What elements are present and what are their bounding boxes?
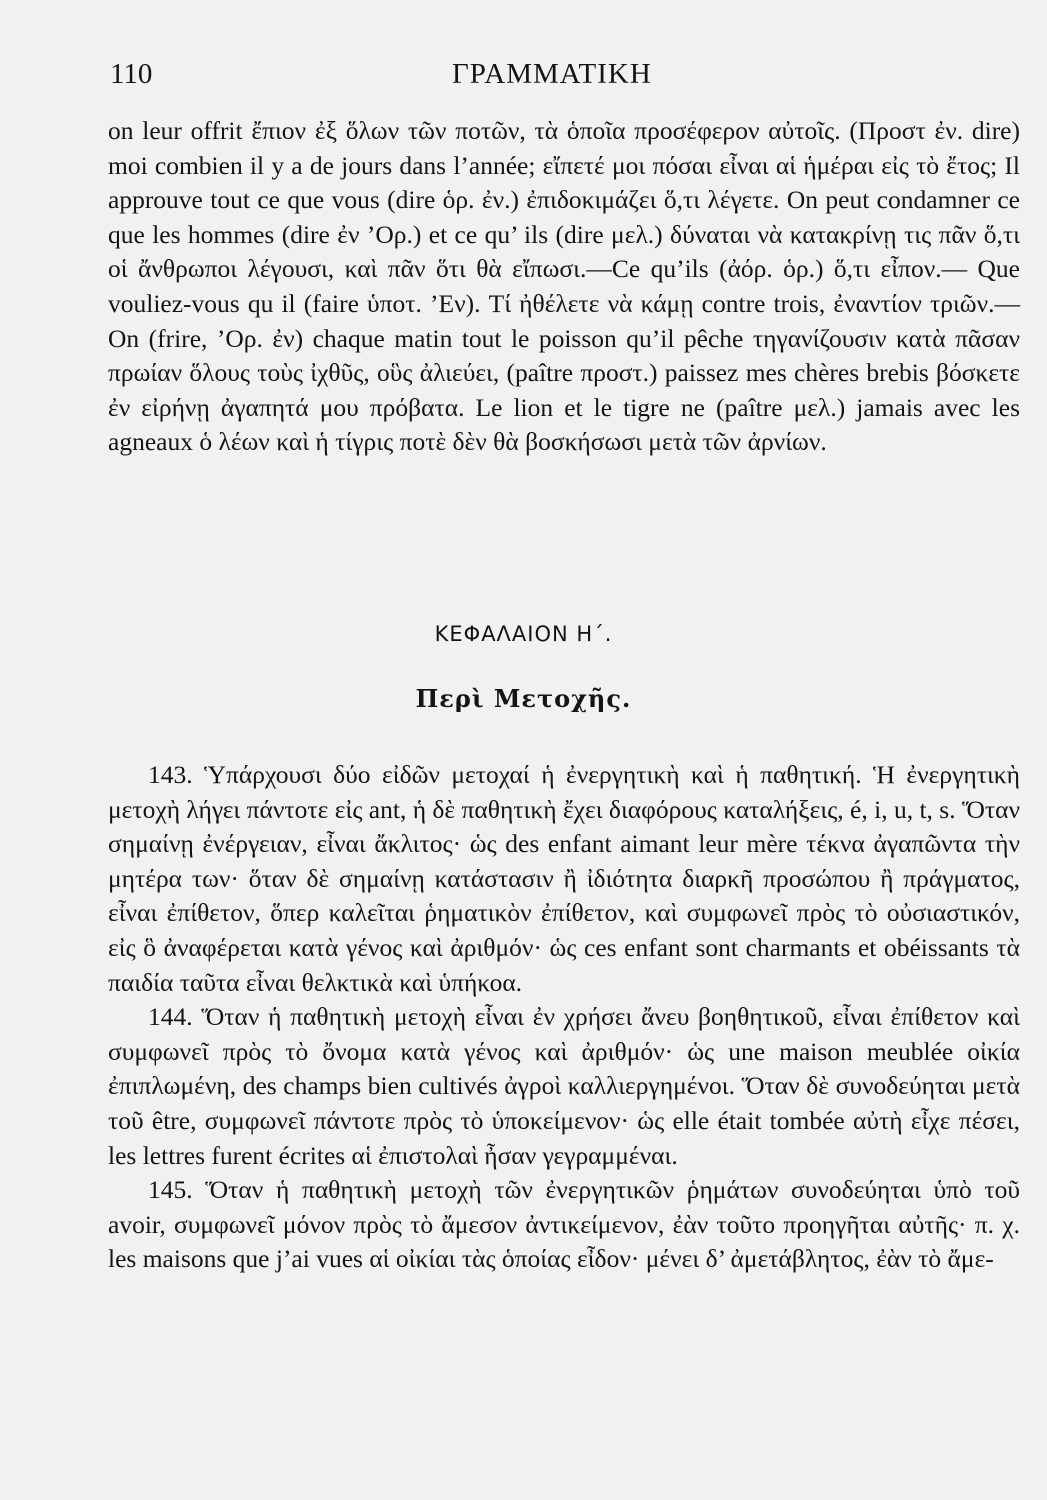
paragraph-143: 143. Ὑπάρχουσι δύο εἰδῶν μετοχαί ἡ ἐνεργητικὴ καὶ ἡ παθητική. Ἡ ἐνεργητικὴ μετοχὴ λήγει πάντοτε εἰς ant, ἡ δὲ παθητικὴ ἔχει διαφόρους καταλήξεις, é, i, u, t, s. Ὅταν σημαίνῃ ἐνέργειαν, εἶναι ἄκλιτος· ὡς des enfant aimant leur mère τέκνα ἀγαπῶντα τὴν μητέρα των· ὅταν δὲ σημαίνῃ κατάστασιν ἢ ἰδιότητα διαρκῆ προσώπου ἢ πράγματος, εἶναι ἐπίθετον, ὅπερ καλεῖται ῥηματικὸν ἐπίθετον, καὶ συμφωνεῖ πρὸς τὸ οὐσιαστικόν, εἰς ὃ ἀναφέρεται κατὰ γένος καὶ ἀριθμόν· ὡς ces enfant sont charmants et obéissants τὰ παιδία ταῦτα εἶναι θελκτικὰ καὶ ὑπήκοα. — [108, 760, 1021, 997]
exercise-block — [108, 114, 1020, 460]
page-number: 110 — [110, 58, 153, 90]
paragraph-145: 145. Ὅταν ἡ παθητικὴ μετοχὴ τῶν ἐνεργητικῶν ῥημάτων συνοδεύηται ὑπὸ τοῦ avoir, συμφωνεῖ μόνον πρὸς τὸ ἄμεσον ἀντικείμενον, ἐὰν τοῦτο προηγῆται αὐτῆς· π. χ. les maisons que j’ai vues αἱ οἰκίαι τὰς ὁποίας εἶδον· μένει δ’ ἀμετάβλητος, ἐὰν τὸ ἄμε- — [108, 1175, 1020, 1274]
paragraph-144: 144. Ὅταν ἡ παθητικὴ μετοχὴ εἶναι ἐν χρήσει ἄνευ βοηθητικοῦ, εἶναι ἐπίθετον καὶ συμφωνεῖ πρὸς τὸ ὄνομα κατὰ γένος καὶ ἀριθμόν· ὡς une maison meublée οἰκία ἐπιπλωμένη, des champs bien cultivés ἀγροὶ καλλιεργημένοι. Ὅταν δὲ συνοδεύηται μετὰ τοῦ être, συμφωνεῖ πάντοτε πρὸς τὸ ὑποκείμενον· ὡς elle était tombée αὐτὴ εἶχε πέσει, les lettres furent écrites αἱ ἐπιστολαὶ ἦσαν γεγραμμέναι. — [108, 1002, 1020, 1170]
chapter-heading: ΚΕΦΑΛΑΙΟΝ Η΄. — [434, 622, 613, 646]
running-title: ΓΡΑΜΜΑΤΙΚΗ — [452, 58, 652, 90]
page-header — [110, 58, 1022, 92]
section-block — [108, 758, 1020, 1277]
chapter-subtitle: Περὶ Μετοχῆς. — [415, 684, 632, 713]
exercise-paragraph: on leur offrit ἔπιον ἐξ ὅλων τῶν ποτῶν, τὰ ὁποῖα προσέφερον αὐτοῖς. (Προστ ἐν. dire) moi combien il y a de jours dans l’année; εἴπετέ μοι πόσαι εἶναι αἱ ἡμέραι εἰς τὸ ἔτος; Il approuve tout ce que vous (dire ὁρ. ἐν.) ἐπιδοκιμάζει ὅ,τι λέγετε. On peut condamner ce que les hommes (dire ἐν ’Ορ.) et ce qu’ ils (dire μελ.) δύναται νὰ κατακρίνῃ τις πᾶν ὅ,τι οἱ ἄνθρωποι λέγουσι, καὶ πᾶν ὅτι θὰ εἴπωσι.—Ce qu’ils (ἀόρ. ὁρ.) ὅ,τι εἶπον.— Que vouliez-vous qu il (faire ὑποτ. ’Εν). Τί ἠθέλετε νὰ κάμῃ contre trois, ἐναντίον τριῶν.—On (frire, ’Ορ. ἐν) chaque matin tout le poisson qu’il pêche τηγανίζουσιν κατὰ πᾶσαν πρωίαν ὅλους τοὺς ἰχθῦς, οὓς ἀλιεύει, (paître προστ.) paissez mes chères brebis βόσκετε ἐν εἰρήνῃ ἀγαπητά μου πρόβατα. Le lion et le tigre ne (paître μελ.) jamais avec les agneaux ὁ λέων καὶ ἡ τίγρις ποτὲ δὲν θὰ βοσκήσωσι μετὰ τῶν ἀρνίων. — [108, 116, 1020, 457]
